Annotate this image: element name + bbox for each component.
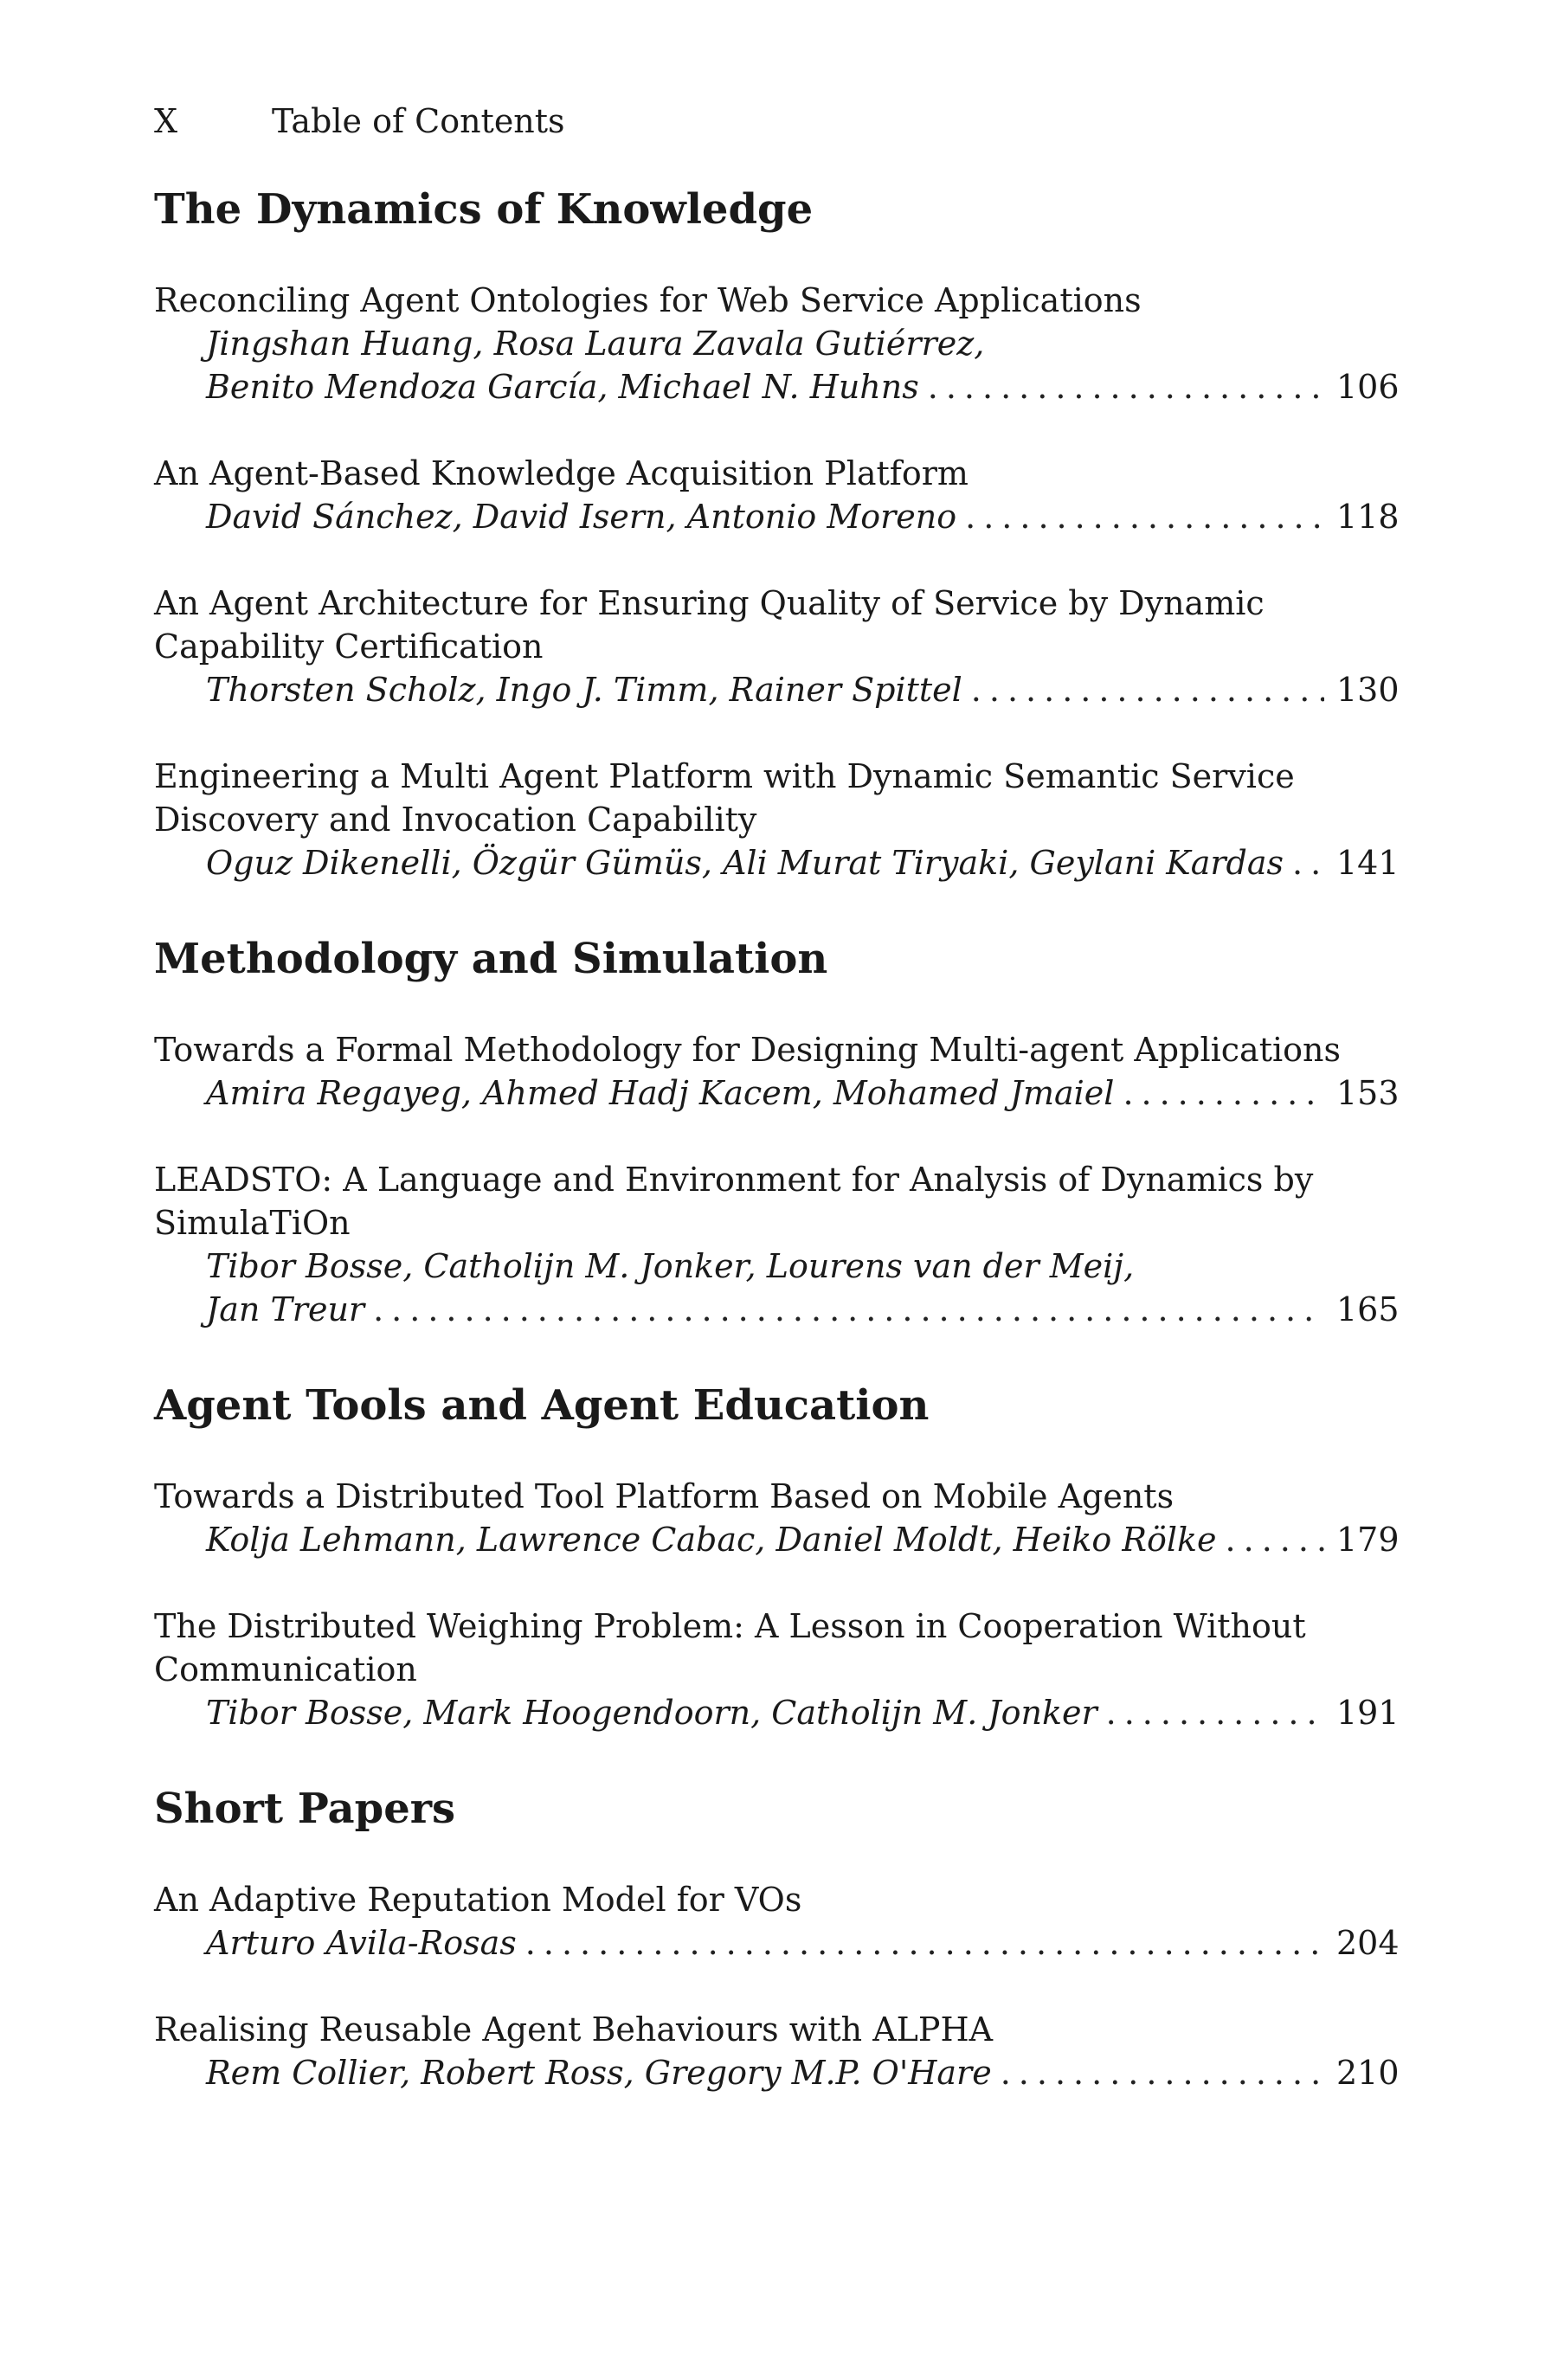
entry-authors-last-line xyxy=(154,365,1400,408)
entry-title-line: LEADSTO: A Language and Environment for Analysis of Dynamics by xyxy=(154,1161,1314,1199)
toc-entry xyxy=(154,755,1400,884)
page-numeral: X xyxy=(154,102,178,140)
toc-sections xyxy=(154,182,1400,2094)
entry-authors-last-line xyxy=(154,1288,1400,1331)
entry-authors-last-line xyxy=(154,2051,1400,2094)
entry-page-number: 153 xyxy=(1336,1074,1400,1112)
entry-authors: Tibor Bosse, Mark Hoogendoorn, Catholijn M. Jonker xyxy=(206,1694,1097,1732)
section-title: Methodology and Simulation xyxy=(154,935,828,983)
entry-authors: Thorsten Scholz, Ingo J. Timm, Rainer Spittel xyxy=(206,671,962,709)
toc-entry xyxy=(154,1028,1400,1115)
dot-leader xyxy=(1001,2051,1324,2094)
dot-leader xyxy=(1123,1071,1324,1115)
running-head xyxy=(154,95,1397,147)
toc-entry xyxy=(154,1878,1400,1965)
entry-title-line: An Adaptive Reputation Model for VOs xyxy=(154,1881,802,1919)
toc-section xyxy=(154,1378,1400,1734)
entry-title-line: Towards a Formal Methodology for Designing Multi-agent Applications xyxy=(154,1031,1341,1069)
entry-authors-last-line xyxy=(154,1691,1400,1734)
entry-authors-last-line xyxy=(154,495,1400,538)
toc-entry xyxy=(154,1475,1400,1561)
entry-page-number: 118 xyxy=(1336,498,1400,536)
entry-authors: Amira Regayeg, Ahmed Hadj Kacem, Mohamed Jmaiel xyxy=(206,1074,1115,1112)
toc-entry xyxy=(154,279,1400,408)
section-title: The Dynamics of Knowledge xyxy=(154,185,814,234)
entry-title-line: Capability Certification xyxy=(154,627,544,666)
toc-entry xyxy=(154,2008,1400,2094)
entry-authors: Jan Treur xyxy=(206,1290,365,1328)
entry-title-line: Realising Reusable Agent Behaviours with ALPHA xyxy=(154,2010,994,2049)
entry-authors: Benito Mendoza García, Michael N. Huhns xyxy=(206,368,919,406)
entry-page-number: 204 xyxy=(1336,1924,1400,1962)
dot-leader xyxy=(1292,841,1324,884)
toc-entry xyxy=(154,452,1400,538)
toc-section xyxy=(154,931,1400,1331)
toc-section xyxy=(154,1781,1400,2094)
entry-title-line: Discovery and Invocation Capability xyxy=(154,801,757,839)
entry-page-number: 130 xyxy=(1336,671,1400,709)
section-title: Short Papers xyxy=(154,1785,456,1833)
entry-page-number: 141 xyxy=(1336,844,1400,882)
entry-title-line: Towards a Distributed Tool Platform Based on Mobile Agents xyxy=(154,1477,1175,1515)
section-title: Agent Tools and Agent Education xyxy=(154,1381,930,1430)
toc-entry xyxy=(154,1605,1400,1734)
entry-title-line: Communication xyxy=(154,1650,417,1689)
entry-authors: Kolja Lehmann, Lawrence Cabac, Daniel Moldt, Heiko Rölke xyxy=(206,1521,1217,1559)
dot-leader xyxy=(928,365,1324,408)
entry-authors-last-line xyxy=(154,1518,1400,1561)
entry-title-line: Engineering a Multi Agent Platform with Dynamic Semantic Service xyxy=(154,757,1295,795)
toc-entry xyxy=(154,582,1400,711)
entry-authors: David Sánchez, David Isern, Antonio Moreno xyxy=(206,498,957,536)
dot-leader xyxy=(525,1921,1324,1965)
entry-page-number: 210 xyxy=(1336,2054,1400,2092)
entry-title-line: An Agent-Based Knowledge Acquisition Platform xyxy=(154,454,969,492)
running-head-title: Table of Contents xyxy=(272,102,565,140)
toc-entry xyxy=(154,1158,1400,1331)
dot-leader xyxy=(1106,1691,1324,1734)
toc-page xyxy=(154,95,1400,2141)
entry-authors-line: Jingshan Huang, Rosa Laura Zavala Gutiérrez, xyxy=(206,325,985,363)
entry-page-number: 165 xyxy=(1336,1290,1400,1328)
entry-page-number: 106 xyxy=(1336,368,1400,406)
entry-authors-last-line xyxy=(154,1921,1400,1965)
entry-authors: Oguz Dikenelli, Özgür Gümüs, Ali Murat Tiryaki, Geylani Kardas xyxy=(206,844,1284,882)
entry-authors-last-line xyxy=(154,841,1400,884)
entry-page-number: 179 xyxy=(1336,1521,1400,1559)
entry-authors-last-line xyxy=(154,1071,1400,1115)
entry-authors-last-line xyxy=(154,668,1400,711)
dot-leader xyxy=(965,495,1324,538)
entry-authors-line: Tibor Bosse, Catholijn M. Jonker, Lourens van der Meij, xyxy=(206,1247,1135,1285)
dot-leader xyxy=(971,668,1324,711)
entry-page-number: 191 xyxy=(1336,1694,1400,1732)
entry-authors: Arturo Avila-Rosas xyxy=(206,1924,517,1962)
dot-leader xyxy=(373,1288,1324,1331)
entry-title-line: An Agent Architecture for Ensuring Quality of Service by Dynamic xyxy=(154,584,1265,622)
entry-title-line: The Distributed Weighing Problem: A Lesson in Cooperation Without xyxy=(154,1607,1306,1645)
toc-section xyxy=(154,182,1400,884)
entry-title-line: SimulaTiOn xyxy=(154,1204,351,1242)
entry-title-line: Reconciling Agent Ontologies for Web Service Applications xyxy=(154,281,1142,319)
entry-authors: Rem Collier, Robert Ross, Gregory M.P. O'Hare xyxy=(206,2054,992,2092)
dot-leader xyxy=(1226,1518,1324,1561)
